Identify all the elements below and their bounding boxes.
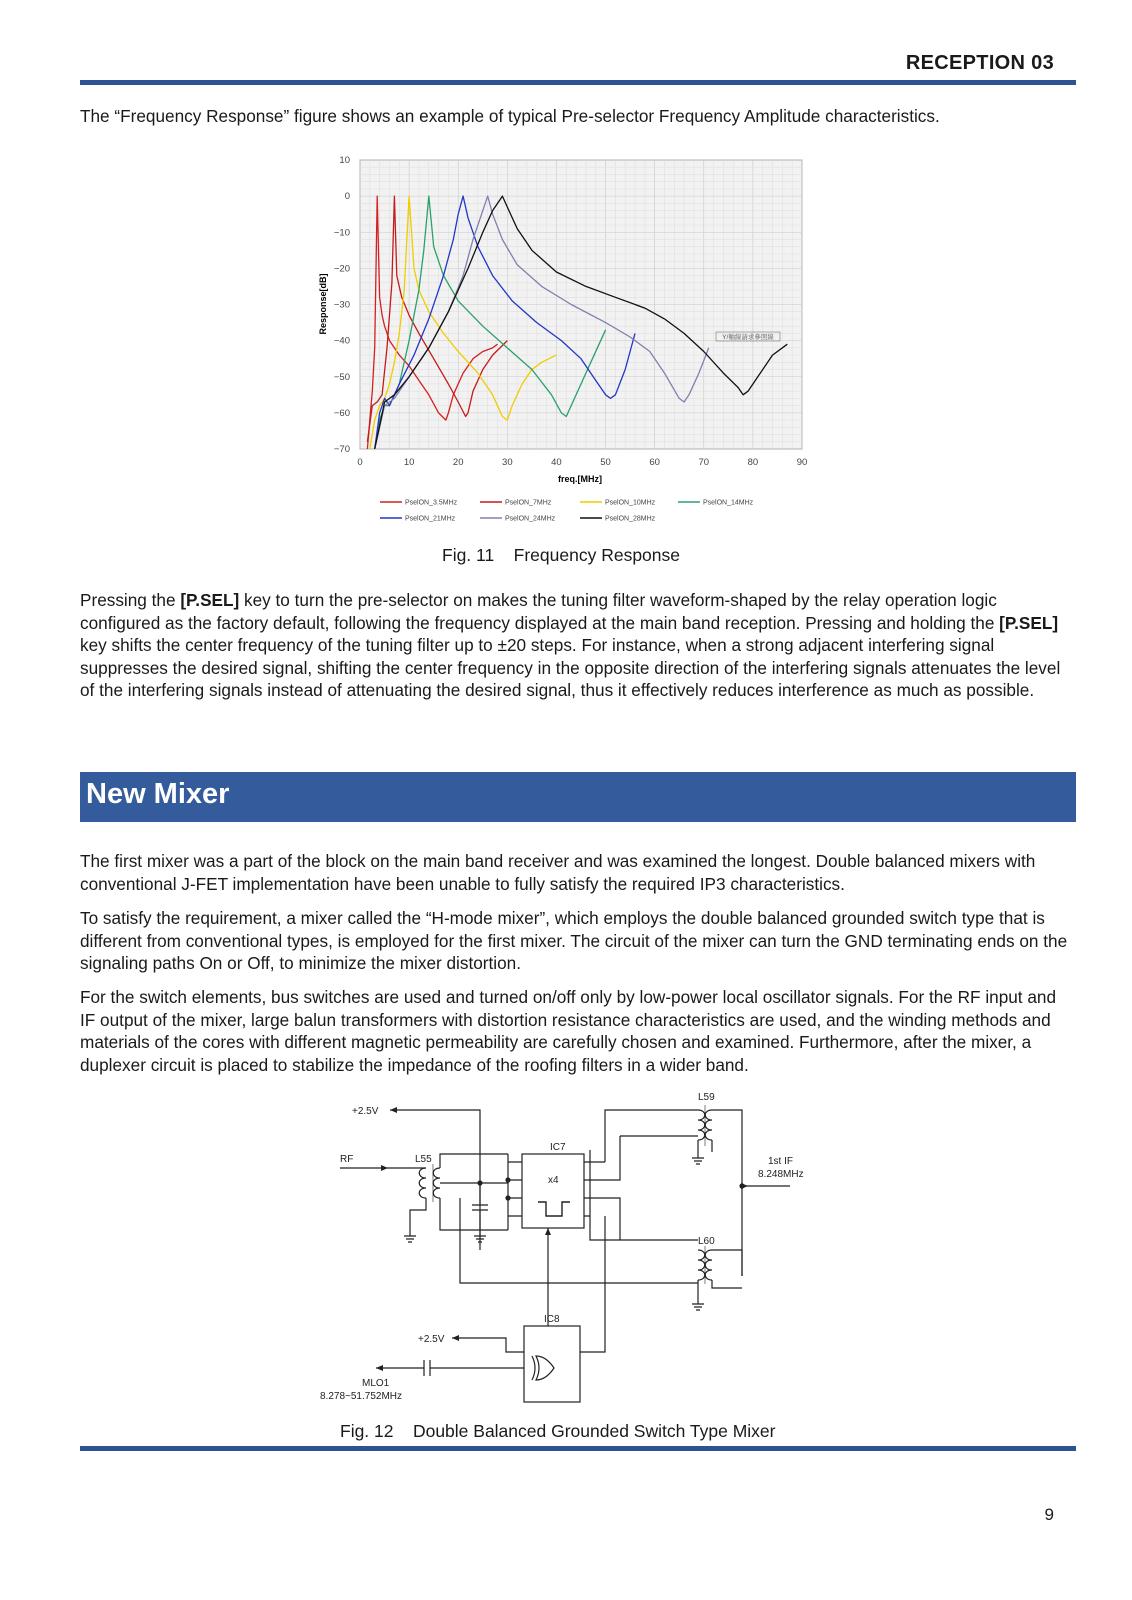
y-tick-label: −60: [333, 407, 350, 419]
ic7-body: [522, 1154, 584, 1228]
ic7-multiplier: x4: [548, 1175, 559, 1186]
x-tick-label: 80: [747, 457, 759, 468]
header-rule: [80, 80, 1076, 85]
l55-primary: [410, 1168, 426, 1236]
mixer-schematic: [300, 1090, 840, 1430]
chart-legend: [380, 500, 754, 523]
psel-key-label-2: [P.SEL]: [999, 612, 1059, 633]
legend-label: PselON_10MHz: [605, 499, 656, 507]
l55-label: L55: [415, 1154, 432, 1165]
y-tick-label: 0: [344, 191, 350, 203]
mlo-label: MLO1: [362, 1378, 390, 1389]
psel-key-label: [P.SEL]: [180, 590, 240, 610]
supply-arrow-top: [390, 1107, 397, 1113]
switch-symbol: [538, 1202, 570, 1216]
legend-label: PselON_28MHz: [605, 515, 656, 523]
ic8-body: [524, 1326, 580, 1402]
l59-secondary: [705, 1110, 742, 1276]
l60-secondary: [705, 1250, 742, 1288]
y-tick-label: −70: [333, 444, 350, 455]
psel-text-2: key to turn the pre-selector on makes the tuning filter waveform-shaped by the relay operation logic configured as the factory default, following the frequency displayed at the main band reception. Pressing and holding the: [80, 590, 1000, 633]
intro-paragraph: The “Frequency Response” figure shows an example of typical Pre-selector Frequency Amplitude characteristics.: [80, 106, 940, 126]
l60-primary: [590, 1216, 705, 1304]
l59-ground: [692, 1158, 704, 1164]
if-arrow: [741, 1183, 748, 1189]
mixer-paragraph-1: The first mixer was a part of the block on the main band receiver and was examined the longest. Double balanced mixers with conventional J-FET implementation have been unable to fully satisfy the required IP3 characteristics.: [80, 851, 1036, 894]
l55-ground: [404, 1236, 416, 1242]
y-tick-label: −40: [333, 335, 350, 347]
x-tick-label: 30: [502, 457, 513, 468]
ic8-label: IC8: [544, 1314, 560, 1325]
lo-arrow: [376, 1365, 383, 1371]
chart-annotation: Y/軸線請求參照線: [722, 334, 774, 341]
figure11-caption: Fig. 11 Frequency Response: [442, 545, 680, 565]
footer-rule: [80, 1446, 1076, 1451]
supply-label-top: +2.5V: [352, 1106, 379, 1117]
xor-gate-curve: [532, 1356, 535, 1380]
y-tick-label: 10: [339, 155, 350, 166]
x-tick-label: 70: [698, 457, 710, 468]
rf-arrow: [381, 1165, 388, 1171]
section-heading-bar: [80, 772, 1076, 822]
l59-label: L59: [698, 1092, 715, 1103]
legend-label: PselON_3.5MHz: [405, 499, 458, 507]
ic7-label: IC7: [550, 1142, 566, 1153]
mlo-freq-label: 8.278~51.752MHz: [320, 1391, 403, 1402]
supply-wire-bottom: [452, 1338, 524, 1352]
lo-drive-arrow: [545, 1228, 551, 1235]
y-tick-label: −20: [333, 263, 350, 275]
l60-ground: [692, 1304, 704, 1310]
lo-coupling-capacitor: [376, 1360, 524, 1376]
figure12-caption: Fig. 12 Double Balanced Grounded Switch Type Mixer: [340, 1421, 776, 1441]
mixer-paragraph-2: To satisfy the requirement, a mixer called the “H-mode mixer”, which employs the double balanced grounded switch type that is different from conventional types, is employed for the first mixer. The circuit of the mixer can turn the GND terminating ends on the signaling paths On or Off, to minimize the mixer distortion.: [80, 908, 1068, 974]
grid-lines: [360, 160, 802, 449]
l60-label: L60: [698, 1236, 715, 1247]
legend-label: PselON_7MHz: [505, 499, 552, 507]
node: [506, 1178, 510, 1182]
bypass-capacitor: [472, 1183, 488, 1242]
y-tick-label: −10: [333, 227, 350, 239]
y-tick-label: −30: [333, 299, 350, 311]
section-heading: New Mixer: [86, 778, 230, 810]
x-tick-label: 0: [357, 457, 363, 468]
x-tick-label: 20: [452, 457, 464, 468]
y-tick-label: −50: [333, 371, 350, 383]
xor-gate-symbol: [536, 1356, 554, 1380]
y-axis-label: Response[dB]: [318, 273, 328, 335]
psel-text-1: Pressing the: [80, 590, 181, 610]
supply-label-bottom: +2.5V: [418, 1334, 445, 1345]
x-tick-label: 10: [403, 457, 415, 468]
mixer-paragraph-3: For the switch elements, bus switches are used and turned on/off only by low-power local oscillator signals. For the RF input and IF output of the mixer, large balun transformers with distortion resistance characteristics are used, and the winding methods and materials of the cores with different magnetic permeability are carefully chosen and examined. Furthermore, after the mixer, a duplexer circuit is placed to stabilize the impedance of the roofing filters in a wider band.: [80, 987, 1057, 1075]
ic7-left-pins: [508, 1162, 522, 1216]
pselect-paragraph: [80, 589, 1070, 702]
x-tick-label: 50: [600, 457, 611, 468]
frequency-response-chart: [300, 148, 840, 540]
x-tick-label: 40: [551, 457, 562, 468]
psel-text-3: key shifts the center frequency of the tuning filter up to ±20 steps. For instance, when a strong adjacent interfering signal suppresses the desired signal, shifting the center frequency in the opposite direction of the interfering signals attenuates the level of the interfering signals instead of attenuating the desired signal, thus it effectively reduces interference as much as possible.: [80, 635, 1061, 701]
node: [506, 1196, 510, 1200]
ic8-output-wire: [580, 1216, 605, 1352]
x-axis-label: freq.[MHz]: [558, 474, 602, 484]
x-tick-label: 90: [796, 457, 808, 468]
legend-label: PselON_14MHz: [703, 499, 754, 507]
legend-label: PselON_24MHz: [505, 515, 556, 523]
if-freq-label: 8.248MHz: [758, 1169, 804, 1180]
section-header-title: RECEPTION 03: [905, 52, 1054, 74]
if-label: 1st IF: [768, 1156, 794, 1167]
x-tick-label: 60: [649, 457, 660, 468]
rf-label: RF: [340, 1154, 354, 1165]
supply-arrow-bottom: [452, 1335, 459, 1341]
legend-label: PselON_21MHz: [405, 515, 456, 523]
l55-secondary: [433, 1154, 508, 1230]
page-number: 9: [1044, 1505, 1054, 1524]
